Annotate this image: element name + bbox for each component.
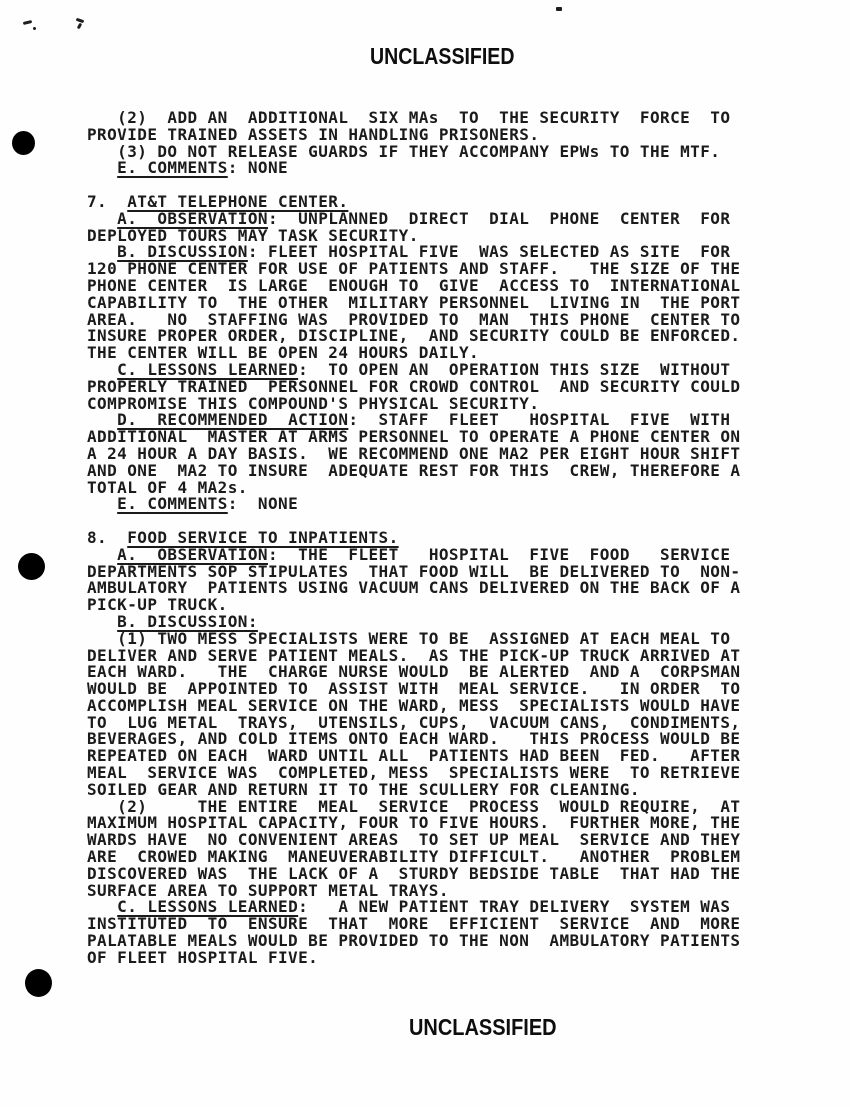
text-line: ADDITIONAL MASTER AT ARMS PERSONNEL TO OPERATE A PHONE CENTER ON xyxy=(87,427,741,447)
text-line: E. COMMENTS: NONE xyxy=(117,158,289,178)
underlined-heading: B. DISCUSSION xyxy=(117,242,248,262)
text-line: EACH WARD. THE CHARGE NURSE WOULD BE ALERTED AND A CORPSMAN xyxy=(87,662,741,682)
text-line: INSTITUTED TO ENSURE THAT MORE EFFICIENT SERVICE AND MORE xyxy=(87,914,741,934)
document-body-text xyxy=(87,110,740,967)
text-line: D. RECOMMENDED ACTION: STAFF FLEET HOSPITAL FIVE WITH xyxy=(117,410,731,430)
text-line: THE CENTER WILL BE OPEN 24 HOURS DAILY. xyxy=(87,343,480,363)
underlined-heading: FOOD SERVICE TO INPATIENTS. xyxy=(127,527,399,547)
text-line: AND ONE MA2 TO INSURE ADEQUATE REST FOR THIS CREW, THEREFORE A xyxy=(87,460,741,480)
text-line: A 24 HOUR A DAY BASIS. WE RECOMMEND ONE MA2 PER EIGHT HOUR SHIFT xyxy=(87,443,741,463)
underlined-heading: A. OBSERVATION xyxy=(117,208,268,228)
text-line: REPEATED ON EACH WARD UNTIL ALL PATIENTS HAD BEEN FED. AFTER xyxy=(87,746,741,766)
text-line: WARDS HAVE NO CONVENIENT AREAS TO SET UP MEAL SERVICE AND THEY xyxy=(87,830,741,850)
text-line: A. OBSERVATION: THE FLEET HOSPITAL FIVE FOOD SERVICE xyxy=(117,544,731,564)
underlined-heading: B. DISCUSSION: xyxy=(117,611,258,631)
underlined-heading: C. LESSONS LEARNED xyxy=(117,359,299,379)
text-line: A. OBSERVATION: UNPLANNED DIRECT DIAL PHONE CENTER FOR xyxy=(117,208,731,228)
text-line: INSURE PROPER ORDER, DISCIPLINE, AND SECURITY COULD BE ENFORCED. xyxy=(87,326,741,346)
text-line: C. LESSONS LEARNED: TO OPEN AN OPERATION THIS SIZE WITHOUT xyxy=(117,359,731,379)
text-line: TOTAL OF 4 MA2s. xyxy=(87,477,248,497)
text-line: MEAL SERVICE WAS COMPLETED, MESS SPECIALISTS WERE TO RETRIEVE xyxy=(87,763,741,783)
scan-speck xyxy=(556,7,562,11)
text-line: PHONE CENTER IS LARGE ENOUGH TO GIVE ACCESS TO INTERNATIONAL xyxy=(87,275,741,295)
text-line: WOULD BE APPOINTED TO ASSIST WITH MEAL SERVICE. IN ORDER TO xyxy=(87,679,741,699)
text-line: DEPLOYED TOURS MAY TASK SECURITY. xyxy=(87,225,419,245)
classification-footer: UNCLASSIFIED xyxy=(409,1014,557,1040)
underlined-heading: A. OBSERVATION xyxy=(117,544,268,564)
text-line: TO LUG METAL TRAYS, UTENSILS, CUPS, VACUUM CANS, CONDIMENTS, xyxy=(87,712,741,732)
text-line: (2) ADD AN ADDITIONAL SIX MAs TO THE SECURITY FORCE TO xyxy=(87,108,731,127)
text-line: (3) DO NOT RELEASE GUARDS IF THEY ACCOMPANY EPWs TO THE MTF. xyxy=(87,141,721,161)
text-line: COMPROMISE THIS COMPOUND'S PHYSICAL SECURITY. xyxy=(87,393,540,413)
scan-speck xyxy=(23,20,32,25)
text-line: BEVERAGES, AND COLD ITEMS ONTO EACH WARD. THIS PROCESS WOULD BE xyxy=(87,729,741,749)
text-line: C. LESSONS LEARNED: A NEW PATIENT TRAY DELIVERY SYSTEM WAS xyxy=(117,897,731,917)
underlined-heading: E. COMMENTS xyxy=(117,158,228,178)
text-line: B. DISCUSSION: FLEET HOSPITAL FIVE WAS SELECTED AS SITE FOR xyxy=(117,242,731,262)
text-line: AMBULATORY PATIENTS USING VACUUM CANS DELIVERED ON THE BACK OF A xyxy=(87,578,741,598)
underlined-heading: E. COMMENTS xyxy=(117,494,228,514)
hole-punch-top xyxy=(12,131,35,155)
text-line: PROPERLY TRAINED PERSONNEL FOR CROWD CONTROL AND SECURITY COULD xyxy=(87,376,741,396)
text-line: SOILED GEAR AND RETURN IT TO THE SCULLERY FOR CLEANING. xyxy=(87,779,640,799)
classification-header: UNCLASSIFIED xyxy=(370,43,515,69)
text-line: ARE CROWED MAKING MANEUVERABILITY DIFFICULT. ANOTHER PROBLEM xyxy=(87,847,741,867)
hole-punch-bottom xyxy=(25,969,52,997)
text-line: MAXIMUM HOSPITAL CAPACITY, FOUR TO FIVE HOURS. FURTHER MORE, THE xyxy=(87,813,741,833)
scan-speck xyxy=(33,27,36,30)
text-line: DEPARTMENTS SOP STIPULATES THAT FOOD WILL BE DELIVERED TO NON- xyxy=(87,561,741,581)
scan-speck xyxy=(77,23,82,30)
underlined-heading: D. RECOMMENDED ACTION xyxy=(117,410,349,430)
text-line: CAPABILITY TO THE OTHER MILITARY PERSONNEL LIVING IN THE PORT xyxy=(87,292,741,312)
text-line: AREA. NO STAFFING WAS PROVIDED TO MAN THIS PHONE CENTER TO xyxy=(87,309,741,329)
text-line: 7. AT&T TELEPHONE CENTER. xyxy=(87,191,349,211)
text-line: PALATABLE MEALS WOULD BE PROVIDED TO THE NON AMBULATORY PATIENTS xyxy=(87,931,741,951)
hole-punch-middle xyxy=(18,553,45,580)
text-line: (1) TWO MESS SPECIALISTS WERE TO BE ASSIGNED AT EACH MEAL TO xyxy=(87,628,731,648)
text-line: ACCOMPLISH MEAL SERVICE ON THE WARD, MESS SPECIALISTS WOULD HAVE xyxy=(87,695,741,715)
text-line: PICK-UP TRUCK. xyxy=(87,595,228,615)
text-line: (2) THE ENTIRE MEAL SERVICE PROCESS WOULD REQUIRE, AT xyxy=(87,796,741,816)
underlined-heading: AT&T TELEPHONE CENTER. xyxy=(127,191,349,211)
underlined-heading: C. LESSONS LEARNED xyxy=(117,897,299,917)
text-line: 8. FOOD SERVICE TO INPATIENTS. xyxy=(87,527,399,547)
text-line: 120 PHONE CENTER FOR USE OF PATIENTS AND STAFF. THE SIZE OF THE xyxy=(87,259,741,279)
text-line: E. COMMENTS: NONE xyxy=(117,494,299,514)
text-line: SURFACE AREA TO SUPPORT METAL TRAYS. xyxy=(87,880,449,900)
text-line: DISCOVERED WAS THE LACK OF A STURDY BEDSIDE TABLE THAT HAD THE xyxy=(87,863,741,883)
text-line: OF FLEET HOSPITAL FIVE. xyxy=(87,947,319,967)
text-line: DELIVER AND SERVE PATIENT MEALS. AS THE PICK-UP TRUCK ARRIVED AT xyxy=(87,645,741,665)
text-line: PROVIDE TRAINED ASSETS IN HANDLING PRISONERS. xyxy=(87,124,540,144)
